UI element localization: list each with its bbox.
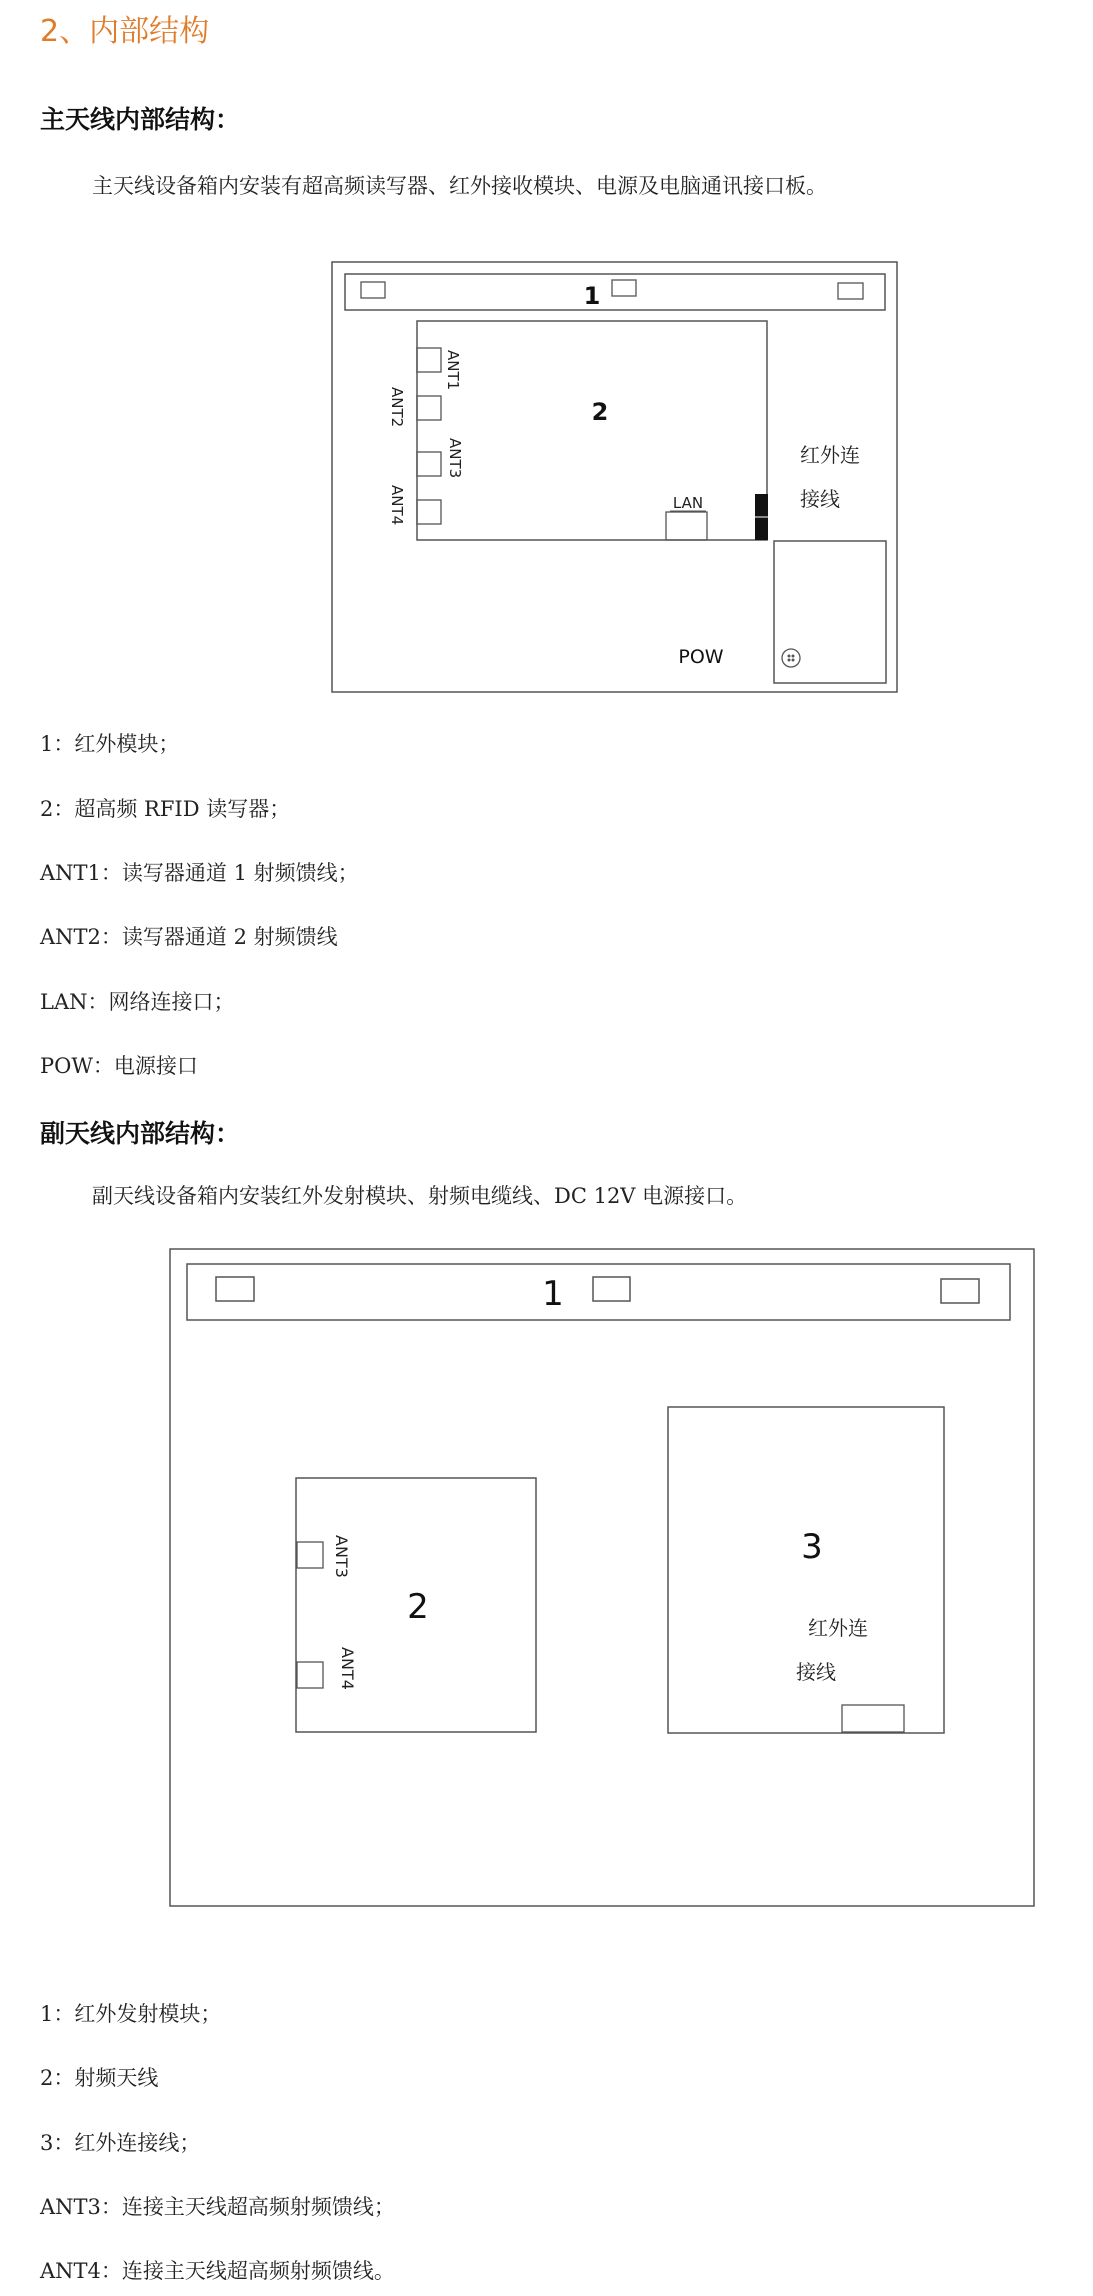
- main-legend-item: ANT2：读写器通道 2 射频馈线: [40, 925, 338, 949]
- ir-window-center: [612, 280, 636, 296]
- ir-window-left: [216, 1277, 254, 1301]
- power-jack-icon: [782, 649, 800, 667]
- ant3-label: ANT3: [446, 438, 464, 479]
- main-legend-item: 2：超高频 RFID 读写器；: [40, 797, 291, 821]
- main-legend-item: 1：红外模块；: [40, 732, 180, 756]
- ir-cable-board: [668, 1407, 944, 1733]
- sub-legend-item: 1：红外发射模块；: [40, 2002, 222, 2026]
- main-antenna-diagram: [330, 260, 900, 702]
- main-legend-item: ANT1：读写器通道 1 射频馈线；: [40, 861, 359, 885]
- sub-antenna-diagram-svg: [166, 1245, 1038, 1911]
- pow-label: POW: [678, 646, 724, 668]
- ant2-label: ANT2: [388, 387, 406, 428]
- ant4-port: [417, 500, 441, 524]
- ir-cable-label-line2: 接线: [796, 1660, 836, 1684]
- section-title: 2、内部结构: [40, 14, 210, 49]
- module-1-label: 1: [542, 1274, 564, 1314]
- sub-legend-item: 2：射频天线: [40, 2066, 159, 2090]
- ant4-label: ANT4: [388, 485, 406, 526]
- ant1-port: [417, 348, 441, 372]
- ir-cable-label-line1: 红外连: [800, 443, 860, 467]
- sub-legend-item: 3：红外连接线；: [40, 2131, 201, 2155]
- ir-window-left: [361, 282, 385, 298]
- sub-antenna-description: 副天线设备箱内安装红外发射模块、射频电缆线、DC 12V 电源接口。: [92, 1184, 748, 1208]
- ant3-port: [417, 452, 441, 476]
- ir-cable-connector: [842, 1705, 904, 1732]
- module-3-label: 3: [801, 1527, 823, 1567]
- lan-label: LAN: [672, 494, 704, 512]
- reader-board: [417, 321, 767, 540]
- ir-cable-label-line1: 红外连: [808, 1616, 868, 1640]
- main-legend-item: POW：电源接口: [40, 1054, 198, 1078]
- main-antenna-description: 主天线设备箱内安装有超高频读写器、红外接收模块、电源及电脑通讯接口板。: [92, 174, 827, 198]
- sub-antenna-heading: 副天线内部结构：: [40, 1119, 241, 1148]
- sub-legend-item: ANT4：连接主天线超高频射频馈线。: [40, 2259, 395, 2283]
- ir-cable-label-line2: 接线: [800, 487, 840, 511]
- main-legend-item: LAN：网络连接口；: [40, 990, 235, 1014]
- module-2-label: 2: [591, 398, 609, 426]
- ant4-label: ANT4: [338, 1647, 357, 1690]
- power-jack-pin: [792, 659, 795, 662]
- ant1-label: ANT1: [444, 350, 462, 391]
- ir-window-right: [941, 1279, 979, 1303]
- ir-window-right: [838, 283, 863, 299]
- ant2-port: [417, 396, 441, 420]
- ir-window-center: [593, 1277, 630, 1301]
- power-jack-pin: [792, 655, 795, 658]
- ant3-port: [297, 1542, 323, 1568]
- power-board: [774, 541, 886, 683]
- module-2-label: 2: [407, 1587, 429, 1627]
- ant4-port: [297, 1662, 323, 1688]
- lan-port: [666, 512, 707, 540]
- ant3-label: ANT3: [332, 1535, 351, 1578]
- ir-transmitter-strip: [187, 1264, 1010, 1320]
- main-antenna-heading: 主天线内部结构：: [40, 105, 241, 134]
- power-jack-pin: [788, 655, 791, 658]
- module-1-label: 1: [583, 282, 601, 310]
- power-jack-pin: [788, 659, 791, 662]
- sub-legend-item: ANT3：连接主天线超高频射频馈线；: [40, 2195, 395, 2219]
- sub-antenna-diagram: [166, 1245, 1038, 1915]
- main-antenna-diagram-svg: [330, 260, 900, 698]
- enclosure-outline: [170, 1249, 1034, 1906]
